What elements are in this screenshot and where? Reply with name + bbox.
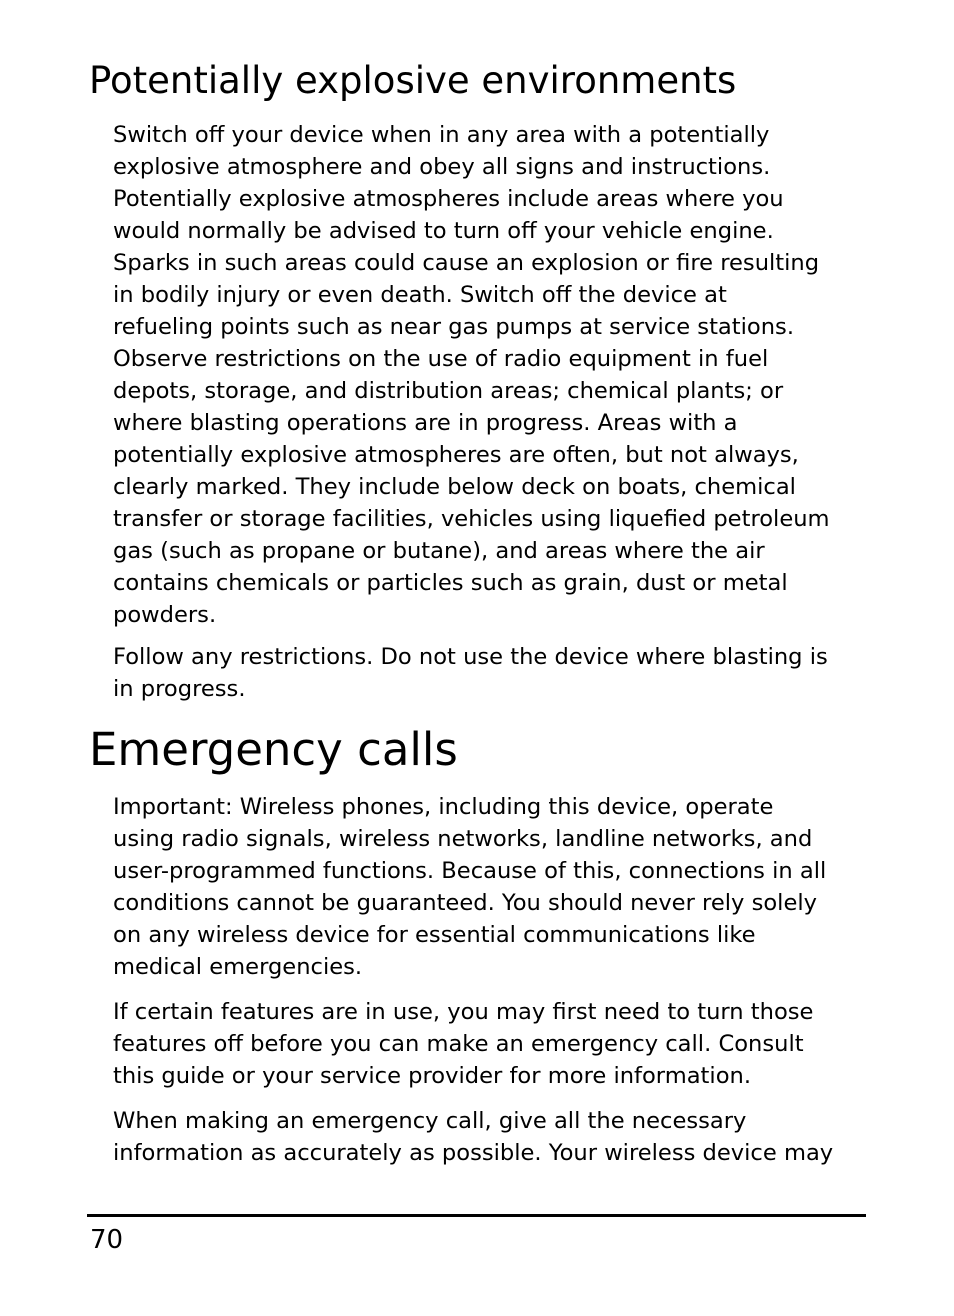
paragraph-features-off bbox=[113, 996, 873, 1092]
text-line: features off before you can make an emergency call. Consult bbox=[113, 1031, 804, 1057]
text-line: explosive atmosphere and obey all signs and instructions. bbox=[113, 154, 771, 180]
text-line: Potentially explosive atmospheres include areas where you bbox=[113, 186, 784, 212]
paragraph-making-emergency-call bbox=[113, 1105, 873, 1169]
text-line: this guide or your service provider for more information. bbox=[113, 1063, 752, 1089]
text-line: information as accurately as possible. Your wireless device may bbox=[113, 1140, 834, 1166]
text-line: where blasting operations are in progress. Areas with a bbox=[113, 410, 738, 436]
section-heading-emergency-calls: Emergency calls bbox=[89, 723, 458, 776]
text-line: If certain features are in use, you may first need to turn those bbox=[113, 999, 814, 1025]
footer-divider bbox=[87, 1214, 866, 1217]
text-line: using radio signals, wireless networks, landline networks, and bbox=[113, 826, 813, 852]
text-line: gas (such as propane or butane), and areas where the air bbox=[113, 538, 765, 564]
text-line: Sparks in such areas could cause an explosion or fire resulting bbox=[113, 250, 820, 276]
paragraph-important-notice bbox=[113, 791, 873, 983]
text-line: refueling points such as near gas pumps at service stations. bbox=[113, 314, 795, 340]
text-line: in bodily injury or even death. Switch off the device at bbox=[113, 282, 727, 308]
text-line: would normally be advised to turn off your vehicle engine. bbox=[113, 218, 774, 244]
text-line: depots, storage, and distribution areas; chemical plants; or bbox=[113, 378, 784, 404]
page-number: 70 bbox=[90, 1225, 124, 1255]
paragraph-explosive-environments bbox=[113, 119, 873, 631]
section-heading-explosive-environments: Potentially explosive environments bbox=[89, 59, 737, 102]
text-line: clearly marked. They include below deck on boats, chemical bbox=[113, 474, 796, 500]
text-line: in progress. bbox=[113, 676, 246, 702]
text-line: contains chemicals or particles such as grain, dust or metal bbox=[113, 570, 788, 596]
text-line: Switch off your device when in any area with a potentially bbox=[113, 122, 770, 148]
text-line: powders. bbox=[113, 602, 217, 628]
text-line: transfer or storage facilities, vehicles using liquefied petroleum bbox=[113, 506, 830, 532]
text-line: on any wireless device for essential communications like bbox=[113, 922, 756, 948]
text-line: When making an emergency call, give all the necessary bbox=[113, 1108, 747, 1134]
text-line: medical emergencies. bbox=[113, 954, 363, 980]
text-line: Observe restrictions on the use of radio equipment in fuel bbox=[113, 346, 769, 372]
text-line: potentially explosive atmospheres are often, but not always, bbox=[113, 442, 799, 468]
text-line: Important: Wireless phones, including this device, operate bbox=[113, 794, 774, 820]
text-line: Follow any restrictions. Do not use the device where blasting is bbox=[113, 644, 828, 670]
paragraph-follow-restrictions bbox=[113, 641, 873, 705]
text-line: user-programmed functions. Because of this, connections in all bbox=[113, 858, 827, 884]
text-line: conditions cannot be guaranteed. You should never rely solely bbox=[113, 890, 818, 916]
